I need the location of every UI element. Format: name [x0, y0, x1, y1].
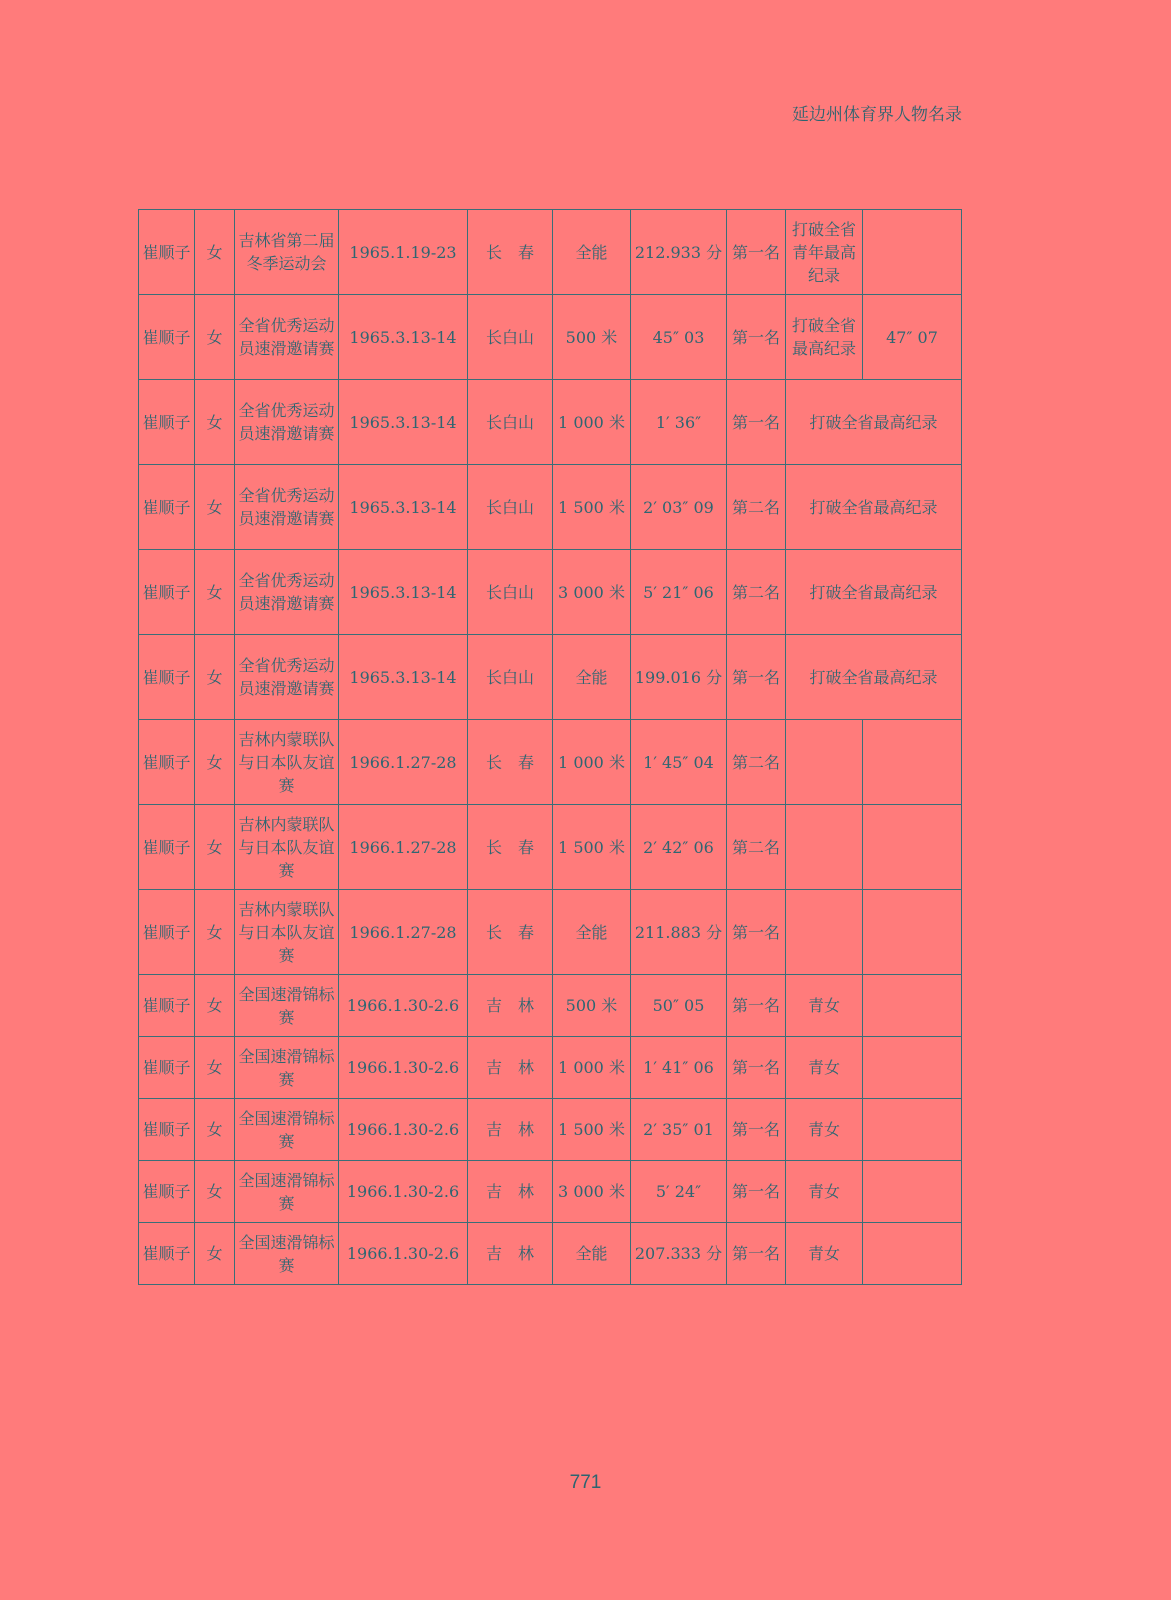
event-cell: 全省优秀运动员速滑邀请赛 [235, 635, 339, 720]
note-cell: 青女 [786, 975, 863, 1037]
result-cell: 2′ 35″ 01 [631, 1099, 727, 1161]
place-cell: 长白山 [468, 550, 553, 635]
event-cell: 全省优秀运动员速滑邀请赛 [235, 550, 339, 635]
athlete-name-cell: 崔顺子 [139, 1099, 195, 1161]
page-number: 771 [569, 1472, 602, 1493]
result-cell: 1′ 45″ 04 [631, 720, 727, 805]
place-cell: 吉 林 [468, 1161, 553, 1223]
gender-cell: 女 [195, 550, 235, 635]
result-cell: 50″ 05 [631, 975, 727, 1037]
gender-cell: 女 [195, 1099, 235, 1161]
table-body [139, 210, 962, 1285]
table-row [139, 380, 962, 465]
item-cell: 1 000 米 [553, 720, 631, 805]
athlete-name-cell: 崔顺子 [139, 380, 195, 465]
table-row [139, 635, 962, 720]
athlete-name-cell: 崔顺子 [139, 635, 195, 720]
place-cell: 长 春 [468, 805, 553, 890]
extra-note-cell [863, 720, 962, 805]
table-row [139, 975, 962, 1037]
place-cell: 长白山 [468, 295, 553, 380]
place-cell: 吉 林 [468, 1099, 553, 1161]
result-cell: 1′ 41″ 06 [631, 1037, 727, 1099]
event-cell: 全省优秀运动员速滑邀请赛 [235, 295, 339, 380]
athlete-name-cell: 崔顺子 [139, 550, 195, 635]
date-cell: 1966.1.30-2.6 [339, 975, 468, 1037]
result-cell: 1′ 36″ [631, 380, 727, 465]
event-cell: 吉林内蒙联队与日本队友谊赛 [235, 720, 339, 805]
note-cell [786, 805, 863, 890]
extra-note-cell [863, 975, 962, 1037]
item-cell: 全能 [553, 210, 631, 295]
rank-cell: 第二名 [727, 805, 786, 890]
note-cell [786, 890, 863, 975]
result-cell: 212.933 分 [631, 210, 727, 295]
place-cell: 吉 林 [468, 1037, 553, 1099]
athlete-name-cell: 崔顺子 [139, 720, 195, 805]
rank-cell: 第一名 [727, 890, 786, 975]
date-cell: 1966.1.27-28 [339, 890, 468, 975]
event-cell: 全国速滑锦标赛 [235, 1223, 339, 1285]
extra-note-cell [863, 1037, 962, 1099]
note-cell [786, 720, 863, 805]
result-cell: 5′ 21″ 06 [631, 550, 727, 635]
date-cell: 1965.3.13-14 [339, 550, 468, 635]
rank-cell: 第一名 [727, 380, 786, 465]
rank-cell: 第一名 [727, 635, 786, 720]
gender-cell: 女 [195, 295, 235, 380]
note-cell: 打破全省最高纪录 [786, 465, 962, 550]
item-cell: 全能 [553, 890, 631, 975]
athlete-name-cell: 崔顺子 [139, 1223, 195, 1285]
item-cell: 全能 [553, 1223, 631, 1285]
rank-cell: 第二名 [727, 550, 786, 635]
table-row [139, 465, 962, 550]
table-row [139, 1161, 962, 1223]
gender-cell: 女 [195, 1161, 235, 1223]
extra-note-cell [863, 890, 962, 975]
table-row [139, 1223, 962, 1285]
item-cell: 3 000 米 [553, 1161, 631, 1223]
place-cell: 长白山 [468, 465, 553, 550]
athlete-name-cell: 崔顺子 [139, 295, 195, 380]
place-cell: 吉 林 [468, 975, 553, 1037]
date-cell: 1965.3.13-14 [339, 380, 468, 465]
gender-cell: 女 [195, 1037, 235, 1099]
event-cell: 全国速滑锦标赛 [235, 975, 339, 1037]
date-cell: 1966.1.27-28 [339, 720, 468, 805]
athlete-name-cell: 崔顺子 [139, 1161, 195, 1223]
result-cell: 5′ 24″ [631, 1161, 727, 1223]
athlete-name-cell: 崔顺子 [139, 465, 195, 550]
table-row [139, 1099, 962, 1161]
place-cell: 长白山 [468, 380, 553, 465]
result-cell: 199.016 分 [631, 635, 727, 720]
date-cell: 1966.1.30-2.6 [339, 1161, 468, 1223]
rank-cell: 第一名 [727, 975, 786, 1037]
athlete-name-cell: 崔顺子 [139, 1037, 195, 1099]
item-cell: 1 500 米 [553, 805, 631, 890]
result-cell: 211.883 分 [631, 890, 727, 975]
date-cell: 1966.1.30-2.6 [339, 1099, 468, 1161]
rank-cell: 第一名 [727, 295, 786, 380]
table-row [139, 890, 962, 975]
table-row [139, 550, 962, 635]
gender-cell: 女 [195, 380, 235, 465]
event-cell: 吉林内蒙联队与日本队友谊赛 [235, 805, 339, 890]
running-header: 延边州体育界人物名录 [792, 105, 962, 125]
note-cell: 打破全省最高纪录 [786, 550, 962, 635]
extra-note-cell: 47″ 07 [863, 295, 962, 380]
date-cell: 1965.3.13-14 [339, 295, 468, 380]
item-cell: 1 000 米 [553, 1037, 631, 1099]
event-cell: 全国速滑锦标赛 [235, 1099, 339, 1161]
event-cell: 全国速滑锦标赛 [235, 1037, 339, 1099]
note-cell: 青女 [786, 1099, 863, 1161]
place-cell: 长 春 [468, 720, 553, 805]
result-cell: 207.333 分 [631, 1223, 727, 1285]
place-cell: 吉 林 [468, 1223, 553, 1285]
rank-cell: 第一名 [727, 1099, 786, 1161]
date-cell: 1966.1.30-2.6 [339, 1223, 468, 1285]
item-cell: 500 米 [553, 975, 631, 1037]
extra-note-cell [863, 1161, 962, 1223]
table-row [139, 295, 962, 380]
athlete-name-cell: 崔顺子 [139, 210, 195, 295]
table-row [139, 720, 962, 805]
date-cell: 1966.1.27-28 [339, 805, 468, 890]
table-row [139, 1037, 962, 1099]
place-cell: 长 春 [468, 890, 553, 975]
extra-note-cell [863, 1223, 962, 1285]
item-cell: 1 500 米 [553, 465, 631, 550]
rank-cell: 第一名 [727, 210, 786, 295]
athlete-name-cell: 崔顺子 [139, 975, 195, 1037]
gender-cell: 女 [195, 1223, 235, 1285]
event-cell: 全省优秀运动员速滑邀请赛 [235, 465, 339, 550]
result-cell: 45″ 03 [631, 295, 727, 380]
rank-cell: 第一名 [727, 1161, 786, 1223]
date-cell: 1965.3.13-14 [339, 465, 468, 550]
date-cell: 1965.1.19-23 [339, 210, 468, 295]
place-cell: 长白山 [468, 635, 553, 720]
note-cell: 打破全省最高纪录 [786, 380, 962, 465]
note-cell: 打破全省最高纪录 [786, 295, 863, 380]
table-row [139, 805, 962, 890]
event-cell: 全省优秀运动员速滑邀请赛 [235, 380, 339, 465]
gender-cell: 女 [195, 465, 235, 550]
note-cell: 打破全省最高纪录 [786, 635, 962, 720]
item-cell: 1 000 米 [553, 380, 631, 465]
extra-note-cell [863, 1099, 962, 1161]
event-cell: 全国速滑锦标赛 [235, 1161, 339, 1223]
gender-cell: 女 [195, 720, 235, 805]
note-cell: 打破全省青年最高纪录 [786, 210, 863, 295]
gender-cell: 女 [195, 890, 235, 975]
athlete-name-cell: 崔顺子 [139, 805, 195, 890]
event-cell: 吉林省第二届冬季运动会 [235, 210, 339, 295]
athlete-name-cell: 崔顺子 [139, 890, 195, 975]
date-cell: 1965.3.13-14 [339, 635, 468, 720]
date-cell: 1966.1.30-2.6 [339, 1037, 468, 1099]
item-cell: 3 000 米 [553, 550, 631, 635]
gender-cell: 女 [195, 210, 235, 295]
gender-cell: 女 [195, 635, 235, 720]
item-cell: 1 500 米 [553, 1099, 631, 1161]
table-row [139, 210, 962, 295]
item-cell: 500 米 [553, 295, 631, 380]
result-cell: 2′ 03″ 09 [631, 465, 727, 550]
rank-cell: 第一名 [727, 1223, 786, 1285]
gender-cell: 女 [195, 805, 235, 890]
event-cell: 吉林内蒙联队与日本队友谊赛 [235, 890, 339, 975]
note-cell: 青女 [786, 1223, 863, 1285]
rank-cell: 第二名 [727, 720, 786, 805]
rank-cell: 第二名 [727, 465, 786, 550]
place-cell: 长 春 [468, 210, 553, 295]
result-cell: 2′ 42″ 06 [631, 805, 727, 890]
extra-note-cell [863, 805, 962, 890]
records-table [138, 209, 962, 1285]
note-cell: 青女 [786, 1037, 863, 1099]
rank-cell: 第一名 [727, 1037, 786, 1099]
item-cell: 全能 [553, 635, 631, 720]
note-cell: 青女 [786, 1161, 863, 1223]
gender-cell: 女 [195, 975, 235, 1037]
extra-note-cell [863, 210, 962, 295]
